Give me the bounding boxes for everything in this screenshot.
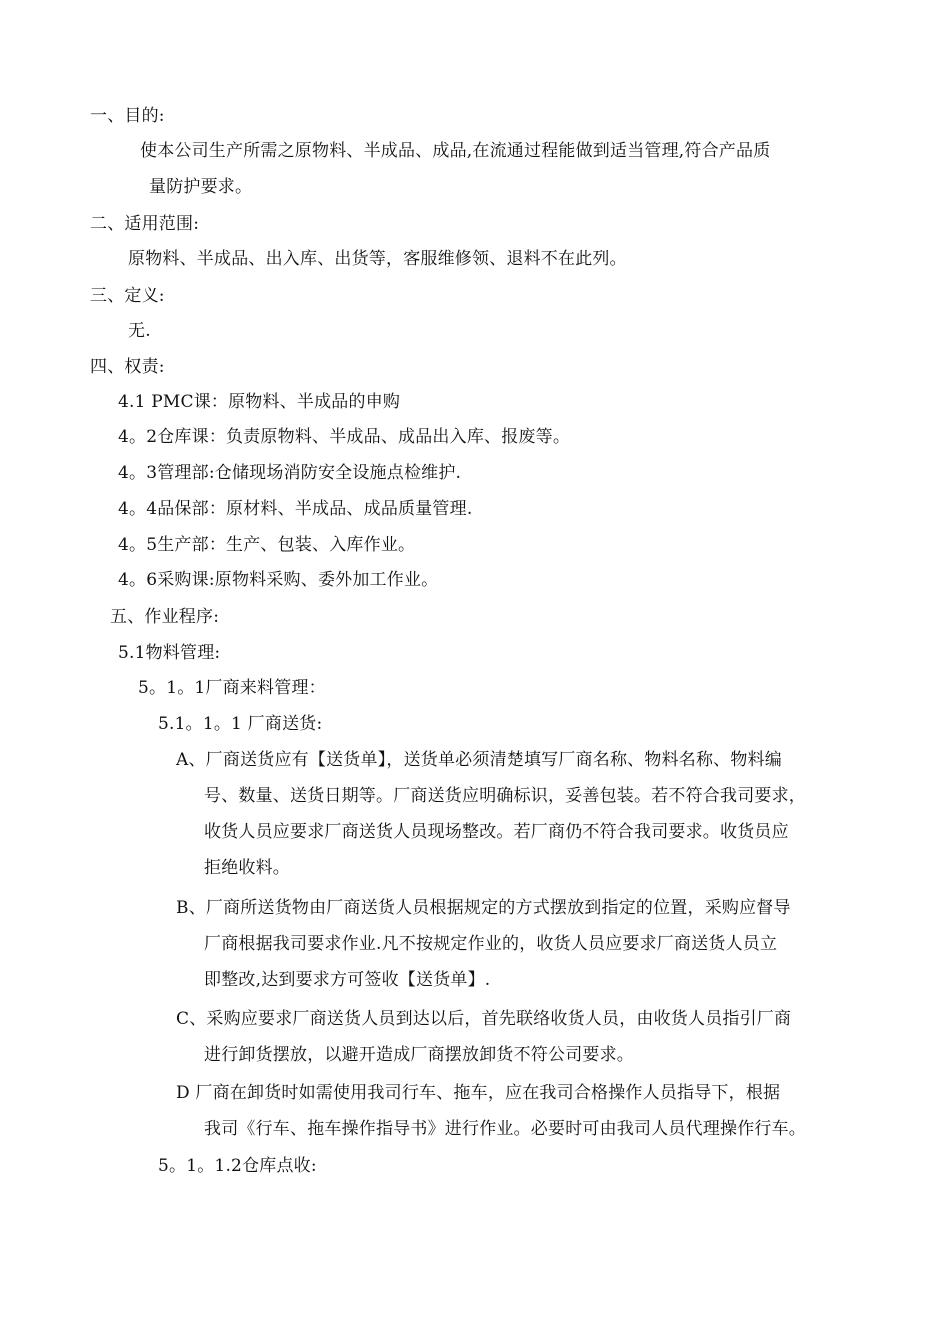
responsibility-item: 4。2仓库课：负责原物料、半成品、成品出入库、报废等。 <box>118 427 571 447</box>
section-1-text-line-1: 使本公司生产所需之原物料、半成品、成品,在流通过程能做到适当管理,符合产品质 <box>140 141 771 161</box>
item-a-line-1: A、厂商送货应有【送货单】，送货单必须清楚填写厂商名称、物料名称、物料编 <box>176 750 782 770</box>
section-4-heading: 四、权责: <box>90 357 165 377</box>
subsection-5-1-1-2: 5。1。1.2仓库点收: <box>158 1156 317 1176</box>
section-5-heading: 五、作业程序: <box>110 607 220 627</box>
item-d-line-1: D 厂商在卸货时如需使用我司行车、拖车，应在我司合格操作人员指导下，根据 <box>176 1083 781 1103</box>
section-3-text: 无. <box>128 321 151 341</box>
section-3-heading: 三、定义: <box>90 286 165 306</box>
responsibility-item: 4。3管理部:仓储现场消防安全设施点检维护. <box>118 463 462 483</box>
responsibility-item: 4。5生产部：生产、包装、入库作业。 <box>118 535 416 555</box>
section-2-text: 原物料、半成品、出入库、出货等，客服维修领、退料不在此列。 <box>128 249 627 269</box>
item-a-line-4: 拒绝收料。 <box>204 858 290 878</box>
section-2-heading: 二、适用范围: <box>90 214 200 234</box>
item-a-line-2: 号、数量、送货日期等。厂商送货应明确标识，妥善包装。若不符合我司要求， <box>204 786 806 806</box>
section-1-heading: 一、目的: <box>90 106 165 126</box>
responsibility-item: 4。4品保部：原材料、半成品、成品质量管理. <box>118 499 473 519</box>
item-b-line-2: 厂商根据我司要求作业.凡不按规定作业的，收货人员应要求厂商送货人员立 <box>204 934 778 954</box>
item-c-line-2: 进行卸货摆放，以避开造成厂商摆放卸货不符公司要求。 <box>204 1045 634 1065</box>
subsection-5-1: 5.1物料管理: <box>118 643 221 663</box>
subsection-5-1-1: 5。1。1厂商来料管理： <box>138 678 326 698</box>
item-d-line-2: 我司《行车、拖车操作指导书》进行作业。必要时可由我司人员代理操作行车。 <box>204 1119 806 1139</box>
subsection-5-1-1-1: 5.1。1。1 厂商送货: <box>158 714 323 734</box>
section-1-text-line-2: 量防护要求。 <box>149 177 253 197</box>
responsibility-item: 4。6采购课:原物料采购、委外加工作业。 <box>118 570 439 590</box>
item-a-line-3: 收货人员应要求厂商送货人员现场整改。若厂商仍不符合我司要求。收货员应 <box>204 822 789 842</box>
item-b-line-1: B、厂商所送货物由厂商送货人员根据规定的方式摆放到指定的位置，采购应督导 <box>176 898 791 918</box>
responsibility-item: 4.1 PMC课：原物料、半成品的申购 <box>118 392 401 412</box>
item-c-line-1: C、采购应要求厂商送货人员到达以后，首先联络收货人员，由收货人员指引厂商 <box>176 1009 792 1029</box>
item-b-line-3: 即整改,达到要求方可签收【送货单】. <box>204 970 491 990</box>
